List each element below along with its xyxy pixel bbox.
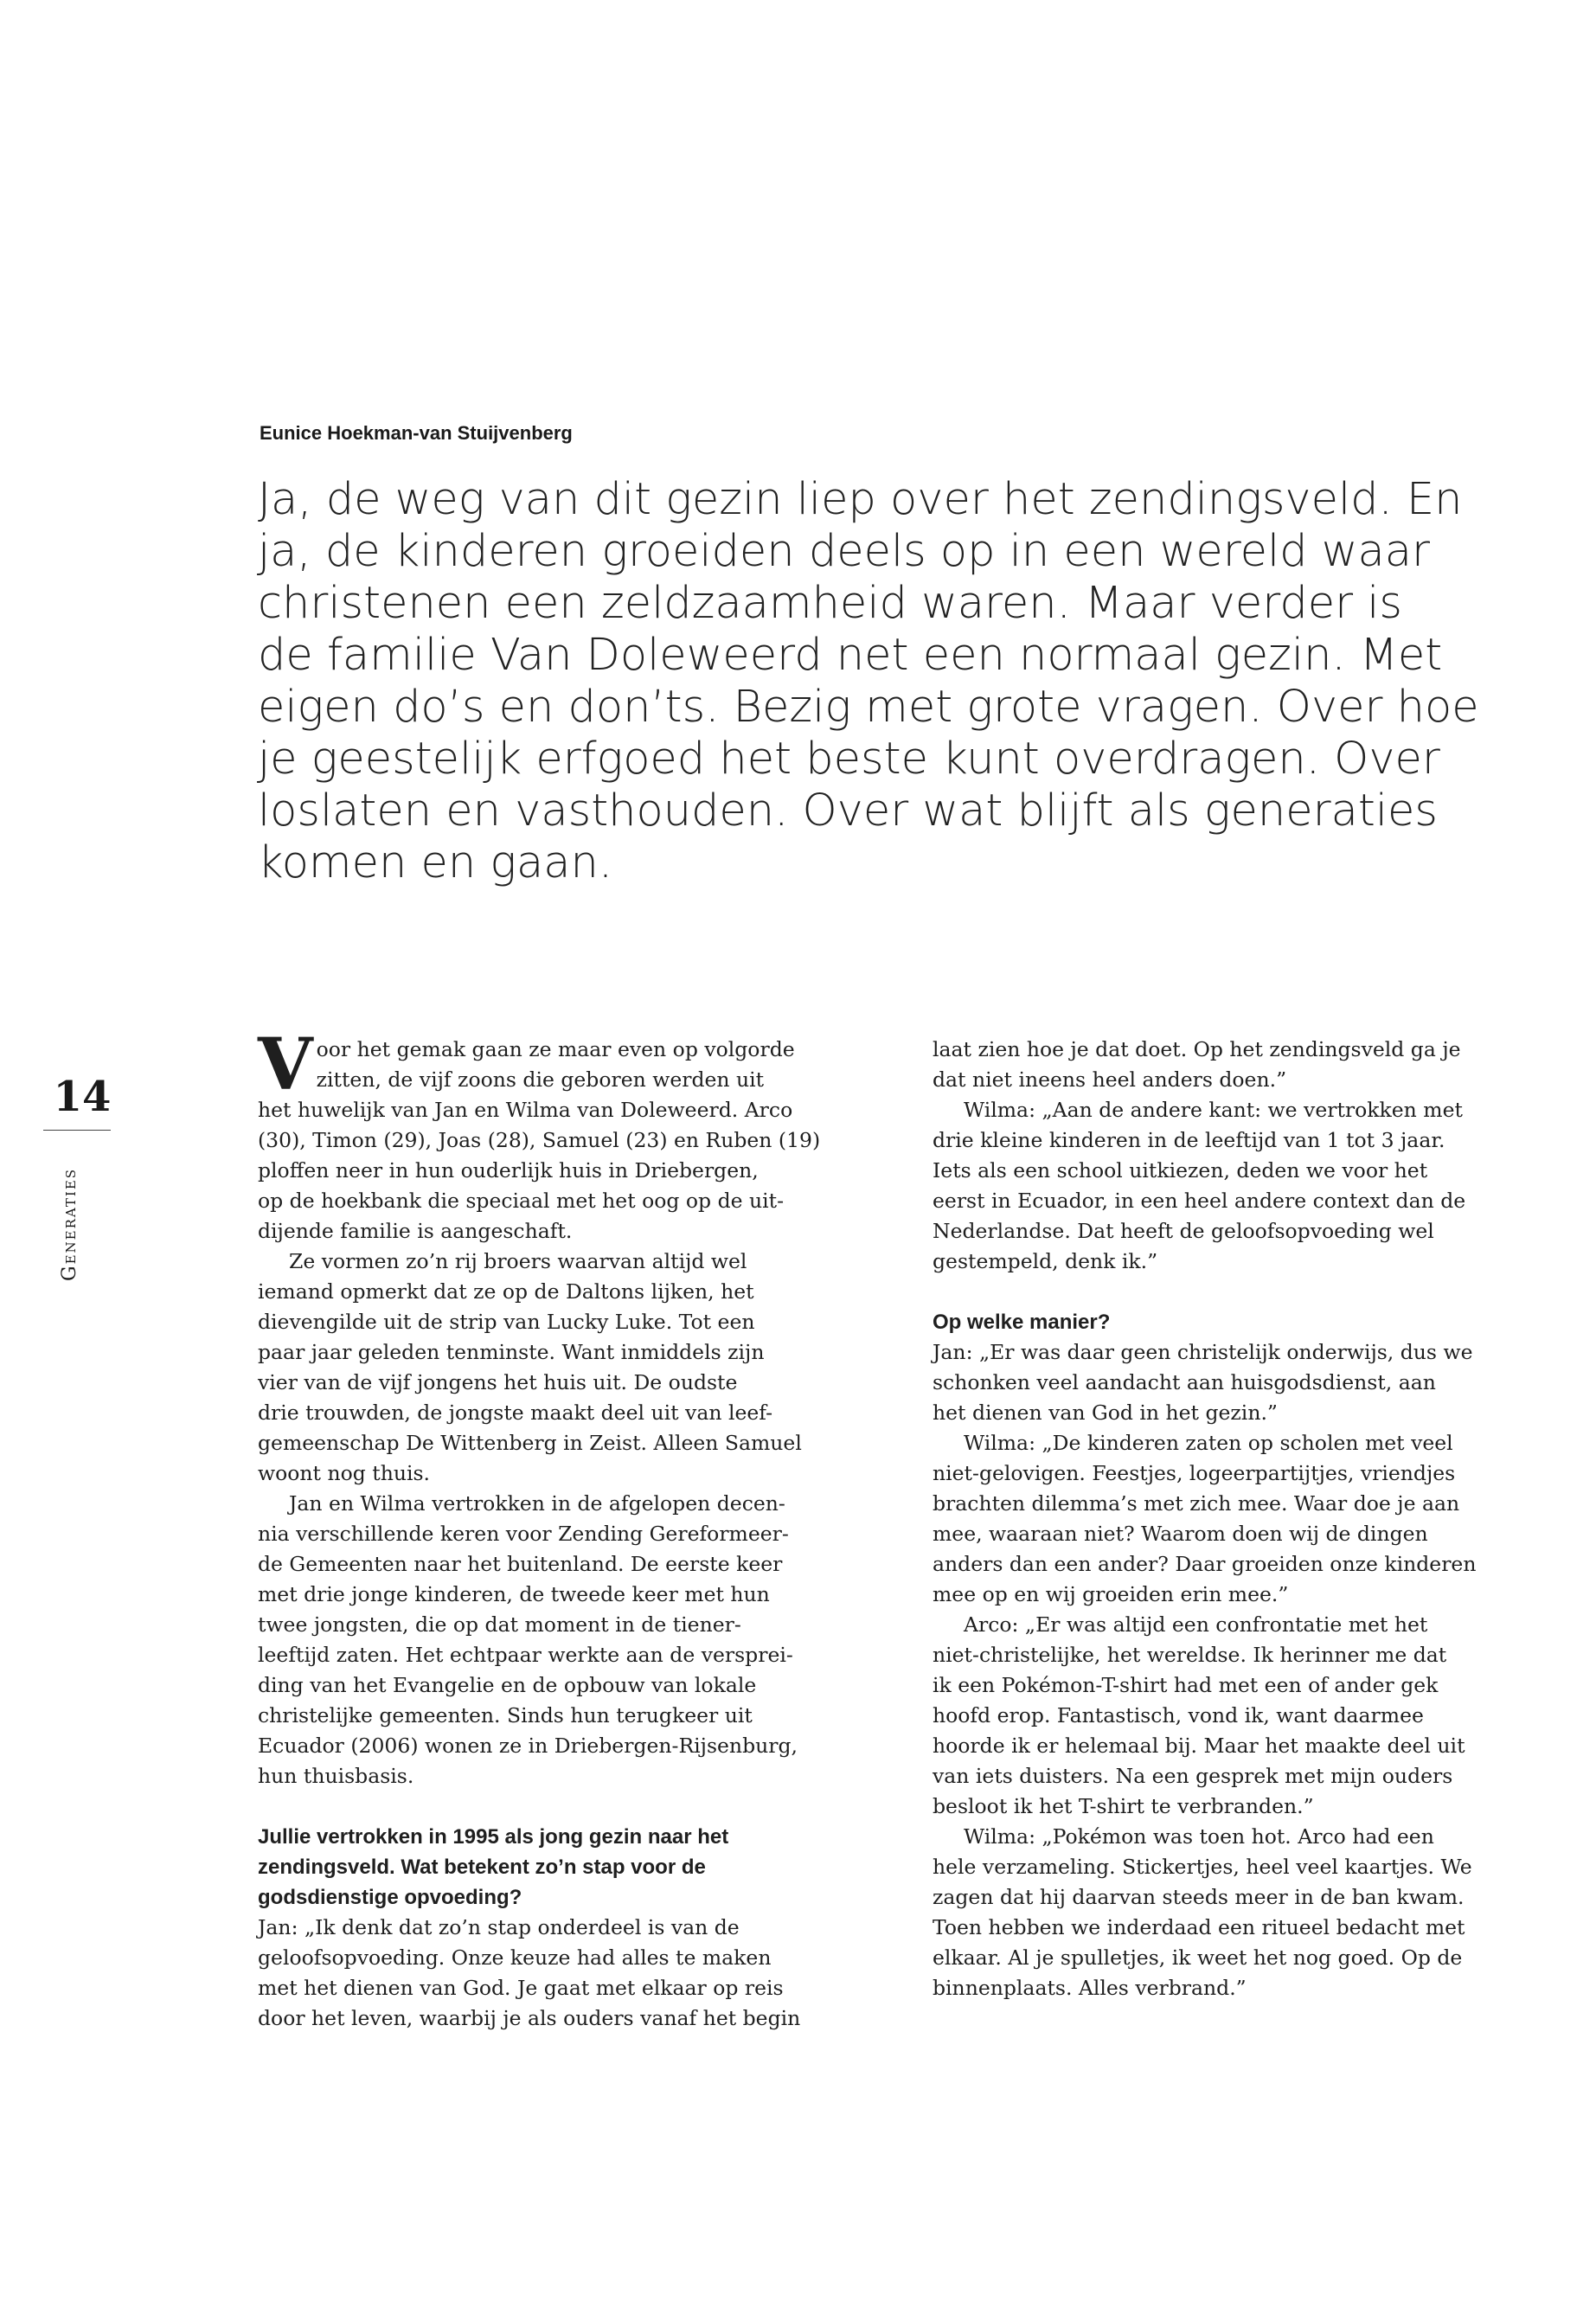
text-line: geloofsopvoeding. Onze keuze had alles te maken (258, 1945, 772, 1970)
text-line: hun thuisbasis. (258, 1764, 414, 1788)
text-line: laat zien hoe je dat doet. Op het zendingsveld ga je (933, 1037, 1461, 1061)
text-line: Nederlandse. Dat heeft de geloofsopvoeding wel (933, 1219, 1434, 1243)
text-line: iemand opmerkt dat ze op de Daltons lijken, het (258, 1279, 754, 1304)
text-line: mee op en wij groeiden erin mee.” (933, 1582, 1289, 1606)
paragraph (258, 1489, 798, 1791)
text-line: drie trouwden, de jongste maakt deel uit van leef- (258, 1400, 773, 1425)
intro-line: eigen do’s en don’ts. Bezig met grote vragen. Over hoe (258, 682, 1479, 733)
page-number-divider (43, 1130, 111, 1131)
text-line: Iets als een school uitkiezen, deden we voor het (933, 1158, 1428, 1183)
body-column-right (933, 1035, 1477, 2003)
text-line: hele verzameling. Stickertjes, heel veel kaartjes. We (933, 1855, 1472, 1879)
text-line: dijende familie is aangeschaft. (258, 1219, 573, 1243)
paragraph (933, 1822, 1472, 2003)
paragraph (933, 1610, 1469, 1822)
text-line: met het dienen van God. Je gaat met elkaar op reis (258, 1976, 784, 2000)
text-line: Wilma: „De kinderen zaten op scholen met veel (964, 1431, 1453, 1455)
text-line: paar jaar geleden tenminste. Want inmiddels zijn (258, 1340, 765, 1364)
text-line: niet-gelovigen. Feestjes, logeerpartijtjes, vriendjes (933, 1461, 1456, 1485)
interview-question: Op welke manier? (933, 1311, 1111, 1334)
intro-line: Ja, de weg van dit gezin liep over het zendingsveld. En (258, 474, 1463, 525)
text-line: Wilma: „Pokémon was toen hot. Arco had een (964, 1824, 1434, 1849)
text-line: op de hoekbank die speciaal met het oog op de uit- (258, 1189, 785, 1213)
drop-cap: V (258, 1023, 313, 1106)
text-line: Jan: „Er was daar geen christelijk onderwijs, dus we (933, 1340, 1473, 1364)
intro-line: je geestelijk erfgoed het beste kunt overdragen. Over (258, 734, 1440, 785)
paragraph (258, 1247, 802, 1489)
text-line: Wilma: „Aan de andere kant: we vertrokken met (964, 1098, 1463, 1122)
text-line: leeftijd zaten. Het echtpaar werkte aan de versprei- (258, 1643, 793, 1667)
page-number: 14 (53, 1073, 112, 1121)
text-line: woont nog thuis. (258, 1461, 431, 1485)
text-line: Ecuador (2006) wonen ze in Driebergen-Rijsenburg, (258, 1734, 798, 1758)
text-line: ploffen neer in hun ouderlijk huis in Driebergen, (258, 1158, 759, 1183)
paragraph (933, 1337, 1473, 1428)
intro-line: christenen een zeldzaamheid waren. Maar verder is (258, 578, 1402, 629)
text-line: gemeenschap De Wittenberg in Zeist. Alleen Samuel (258, 1431, 802, 1455)
paragraph (933, 1428, 1477, 1610)
paragraph (933, 1035, 1469, 1095)
text-line: eerst in Ecuador, in een heel andere context dan de (933, 1189, 1466, 1213)
text-line: anders dan een ander? Daar groeiden onze kinderen (933, 1552, 1477, 1576)
text-line: de Gemeenten naar het buitenland. De eerste keer (258, 1552, 783, 1576)
text-line: binnenplaats. Alles verbrand.” (933, 1976, 1247, 2000)
text-line: mee, waaraan niet? Waarom doen wij de dingen (933, 1522, 1428, 1546)
text-line: besloot ik het T-shirt te verbranden.” (933, 1794, 1314, 1818)
text-line: Jan en Wilma vertrokken in de afgelopen decen- (289, 1491, 785, 1516)
article-author: Eunice Hoekman-van Stuijvenberg (260, 422, 573, 444)
interview-question (258, 1822, 794, 1913)
text-line: hoorde ik er helemaal bij. Maar het maakte deel uit (933, 1734, 1465, 1758)
section-label: Generaties (59, 1167, 80, 1281)
text-line: Toen hebben we inderdaad een ritueel bedacht met (933, 1915, 1465, 1939)
text-line: dievengilde uit de strip van Lucky Luke. Tot een (258, 1310, 755, 1334)
text-line: het dienen van God in het gezin.” (933, 1400, 1278, 1425)
text-line: met drie jonge kinderen, de tweede keer met hun (258, 1582, 770, 1606)
text-line: brachten dilemma’s met zich mee. Waar doe je aan (933, 1491, 1460, 1516)
text-line: zitten, de vijf zoons die geboren werden uit (316, 1067, 765, 1092)
text-line: oor het gemak gaan ze maar even op volgorde (316, 1037, 795, 1061)
text-line: (30), Timon (29), Joas (28), Samuel (23) en Ruben (19) (258, 1128, 821, 1152)
text-line: christelijke gemeenten. Sinds hun terugkeer uit (258, 1703, 753, 1727)
text-line: niet-christelijke, het wereldse. Ik herinner me dat (933, 1643, 1447, 1667)
question-line: zendingsveld. Wat betekent zo’n stap voor de (258, 1856, 706, 1879)
intro-line: loslaten en vasthouden. Over wat blijft als generaties (258, 785, 1438, 836)
question-line: Jullie vertrokken in 1995 als jong gezin naar het (258, 1825, 729, 1849)
text-line: vier van de vijf jongens het huis uit. De oudste (258, 1370, 738, 1394)
text-line: van iets duisters. Na een gesprek met mijn ouders (933, 1764, 1453, 1788)
text-line: nia verschillende keren voor Zending Gereformeer- (258, 1522, 789, 1546)
text-line: Ze vormen zo’n rij broers waarvan altijd wel (289, 1249, 747, 1273)
paragraph (258, 1023, 821, 1247)
text-line: het huwelijk van Jan en Wilma van Doleweerd. Arco (258, 1098, 793, 1122)
text-line: drie kleine kinderen in de leeftijd van 1 tot 3 jaar. (933, 1128, 1445, 1152)
text-line: Arco: „Er was altijd een confrontatie met het (964, 1612, 1428, 1637)
paragraph (258, 1913, 801, 2034)
text-line: elkaar. Al je spulletjes, ik weet het nog goed. Op de (933, 1945, 1463, 1970)
intro-line: de familie Van Doleweerd net een normaal gezin. Met (258, 630, 1443, 681)
text-line: gestempeld, denk ik.” (933, 1249, 1158, 1273)
article-intro (258, 474, 1479, 889)
text-line: zagen dat hij daarvan steeds meer in de ban kwam. (933, 1885, 1465, 1909)
text-line: ik een Pokémon-T-shirt had met een of ander gek (933, 1673, 1439, 1697)
question-line: godsdienstige opvoeding? (258, 1886, 522, 1909)
body-column-left (258, 1023, 821, 2034)
text-line: ding van het Evangelie en de opbouw van lokale (258, 1673, 757, 1697)
text-line: schonken veel aandacht aan huisgodsdienst, aan (933, 1370, 1436, 1394)
intro-line: ja, de kinderen groeiden deels op in een wereld waar (258, 526, 1430, 577)
text-line: Jan: „Ik denk dat zo’n stap onderdeel is van de (258, 1915, 740, 1939)
text-line: hoofd erop. Fantastisch, vond ik, want daarmee (933, 1703, 1424, 1727)
paragraph (933, 1095, 1469, 1277)
intro-line: komen en gaan. (258, 837, 613, 888)
text-line: door het leven, waarbij je als ouders vanaf het begin (258, 2006, 801, 2030)
text-line: dat niet ineens heel anders doen.” (933, 1067, 1287, 1092)
text-line: twee jongsten, die op dat moment in de tiener- (258, 1612, 741, 1637)
